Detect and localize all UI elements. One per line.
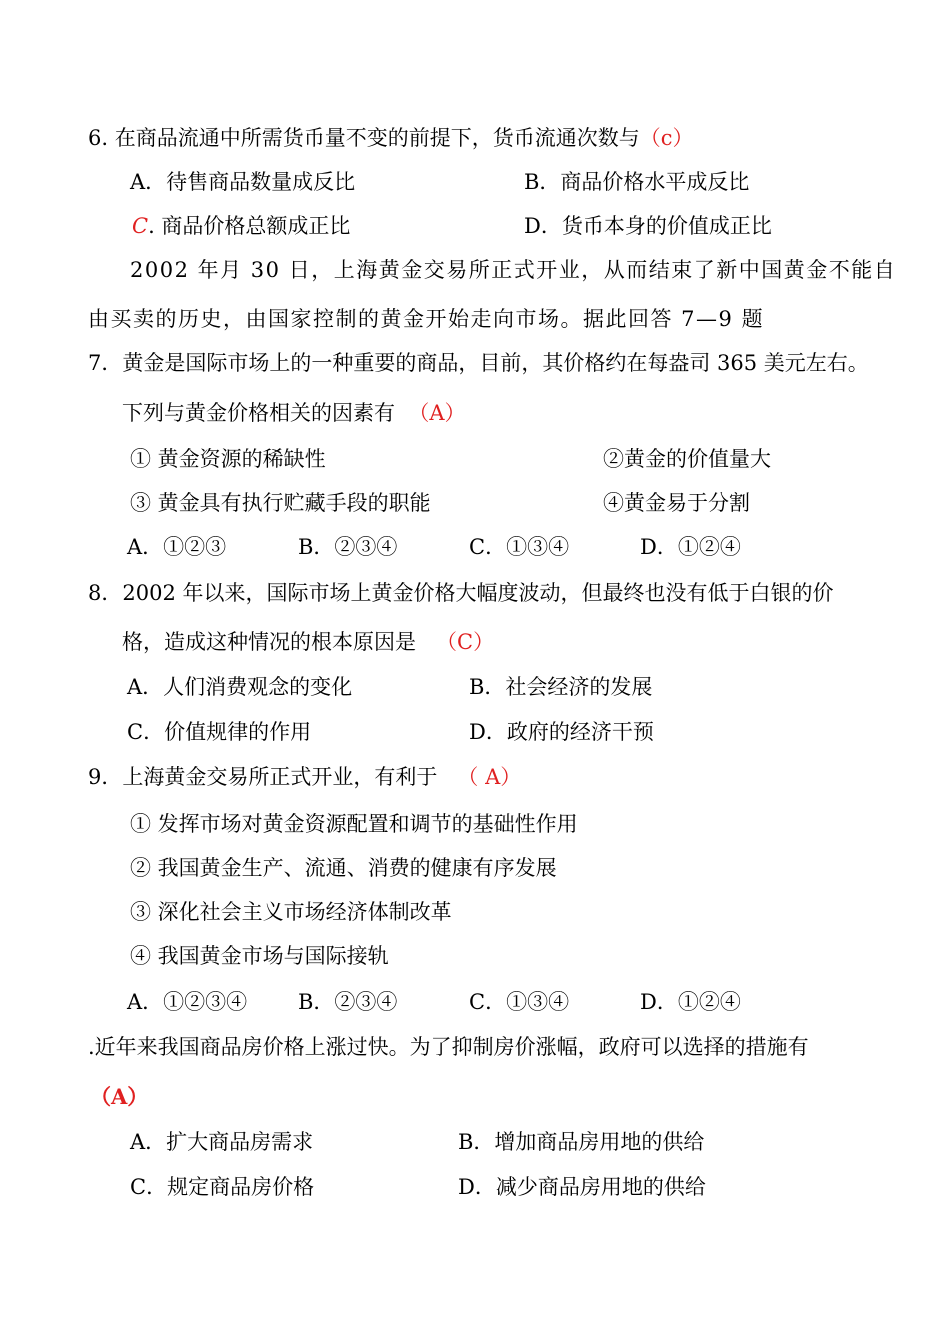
q9-item-2: ② 我国黄金生产、流通、消费的健康有序发展 [130, 856, 557, 880]
q7-stem-line-1: 7．黄金是国际市场上的一种重要的商品，目前，其价格约在每盎司 365 美元左右。 [88, 351, 869, 375]
q7-option-d: D．①②④ [640, 535, 741, 559]
q9-option-d: D．①②④ [640, 990, 741, 1014]
q8-answer: （C） [436, 630, 495, 654]
q9-stem: 9．上海黄金交易所正式开业，有利于 [88, 765, 438, 789]
q9-item-3: ③ 深化社会主义市场经济体制改革 [130, 900, 452, 924]
q7-item-1: ① 黄金资源的稀缺性 [130, 447, 326, 471]
q10-option-a: A．扩大商品房需求 [130, 1130, 314, 1154]
q6-option-c [132, 216, 350, 237]
q6-stem: 6. 在商品流通中所需货币量不变的前提下，货币流通次数与 [88, 126, 640, 150]
q8-option-a: A．人们消费观念的变化 [127, 675, 353, 699]
q6-option-d: D．货币本身的价值成正比 [524, 214, 772, 238]
q10-option-b: B．增加商品房用地的供给 [458, 1130, 705, 1154]
q10-stem: .近年来我国商品房价格上涨过快。为了抑制房价涨幅，政府可以选择的措施有 [88, 1035, 809, 1059]
q7-option-c: C．①③④ [469, 535, 570, 559]
q7-stem: 下列与黄金价格相关的因素有 [122, 401, 395, 425]
q6-option-c-letter: C [132, 214, 149, 238]
q9-answer: （ A） [457, 765, 522, 789]
q9-item-4: ④ 我国黄金市场与国际接轨 [130, 944, 389, 968]
q8-option-c: C．价值规律的作用 [127, 720, 312, 744]
q7-option-b: B．②③④ [298, 535, 398, 559]
passage-line-2: 由买卖的历史，由国家控制的黄金开始走向市场。据此回答 7—9 题 [88, 307, 765, 331]
q8-stem: 格，造成这种情况的根本原因是 [122, 630, 416, 654]
q6-answer: （c） [639, 126, 694, 150]
q7-item-2: ②黄金的价值量大 [603, 447, 771, 471]
q7-option-a: A．①②③ [127, 535, 227, 559]
q9-option-a: A．①②③④ [127, 990, 248, 1014]
q8-stem-line-1: 8．2002 年以来，国际市场上黄金价格大幅度波动，但最终也没有低于白银的价 [88, 581, 834, 605]
q6-option-b: B．商品价格水平成反比 [524, 170, 750, 194]
q10-answer: （A） [90, 1084, 149, 1109]
q10-option-d: D．减少商品房用地的供给 [458, 1175, 706, 1199]
q8-stem-line-2 [122, 632, 494, 653]
q6-stem-line [88, 128, 693, 149]
q7-answer: （A） [408, 401, 466, 425]
q9-stem-line [88, 767, 521, 788]
q9-option-b: B．②③④ [298, 990, 398, 1014]
q8-option-d: D．政府的经济干预 [469, 720, 654, 744]
q7-item-4: ④黄金易于分割 [603, 491, 750, 515]
q9-item-1: ① 发挥市场对黄金资源配置和调节的基础性作用 [130, 812, 578, 836]
passage-line-1: 2002 年月 30 日，上海黄金交易所正式开业，从而结束了新中国黄金不能自 [130, 258, 897, 282]
q7-stem-line-2 [122, 403, 466, 424]
q6-option-c-text: . 商品价格总额成正比 [148, 214, 351, 238]
q8-option-b: B．社会经济的发展 [469, 675, 653, 699]
q7-item-3: ③ 黄金具有执行贮藏手段的职能 [130, 491, 431, 515]
q9-option-c: C．①③④ [469, 990, 570, 1014]
q6-option-a: A．待售商品数量成反比 [130, 170, 356, 194]
q10-option-c: C．规定商品房价格 [130, 1175, 315, 1199]
